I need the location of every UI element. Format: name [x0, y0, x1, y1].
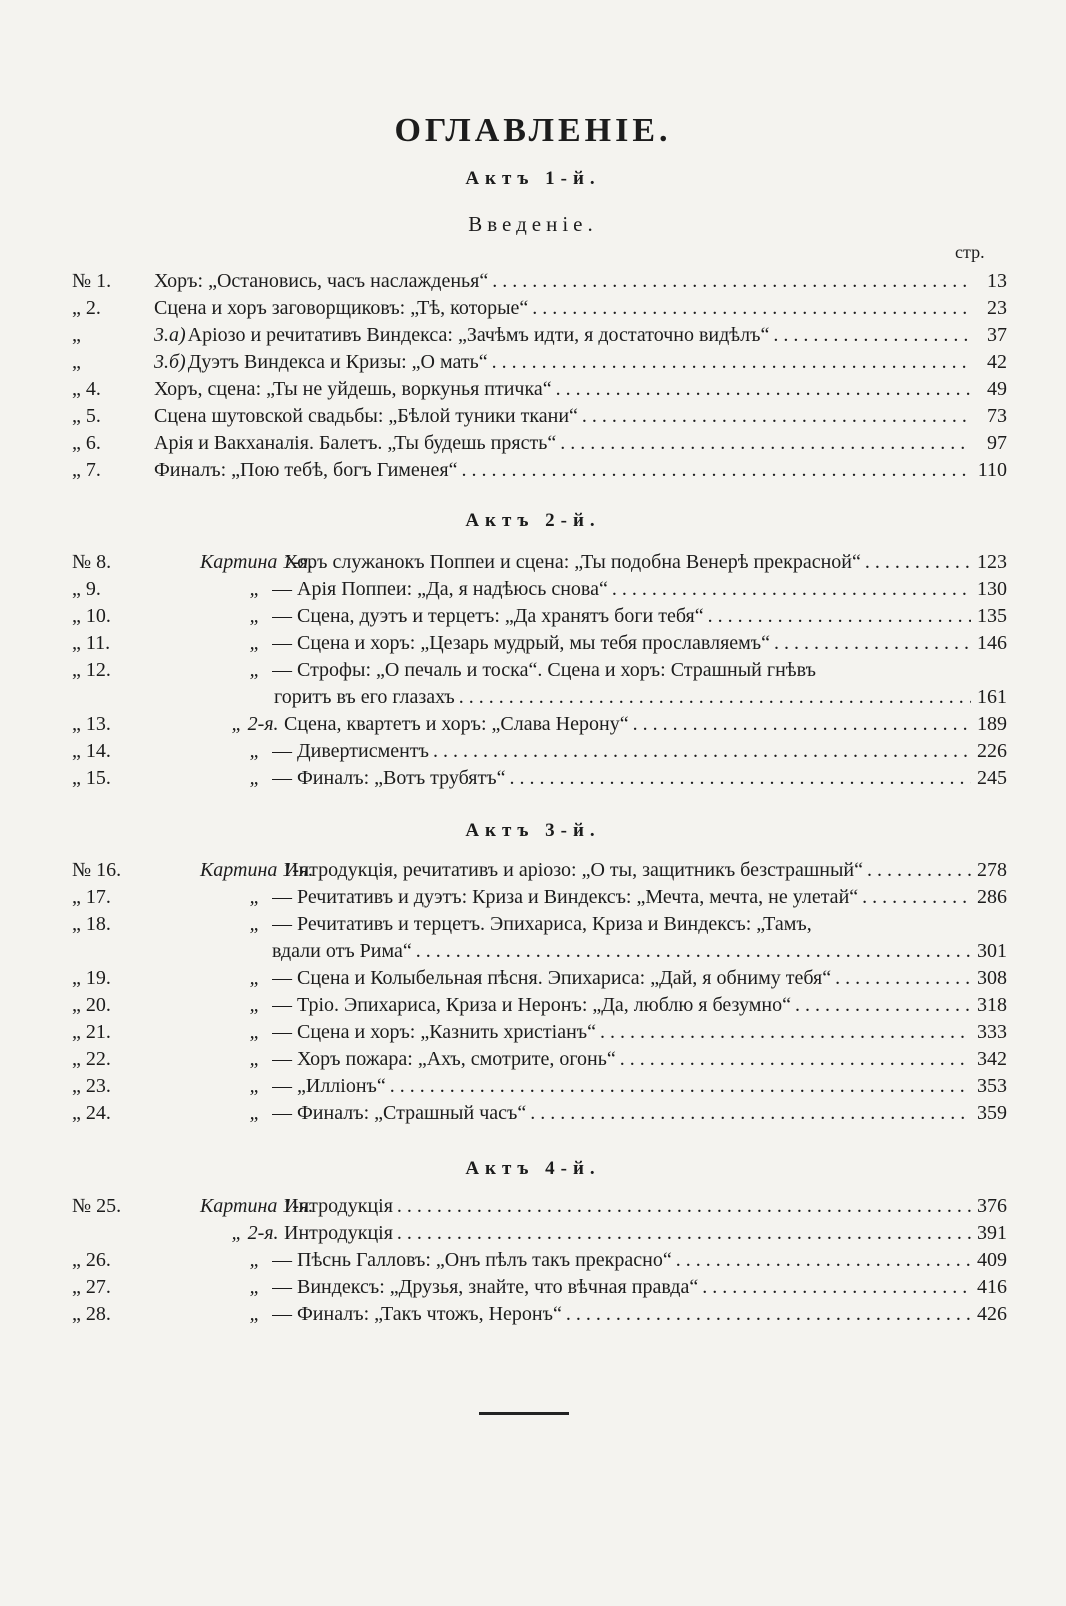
page-number: 318: [977, 994, 1007, 1016]
toc-entry: [272, 884, 1007, 911]
page-number: 123: [977, 551, 1007, 573]
dot-leader: [863, 857, 971, 884]
toc-row: [72, 403, 1007, 430]
toc-entry: [272, 603, 1007, 630]
page-number: 23: [987, 297, 1007, 319]
toc-entry: [272, 938, 1007, 965]
entry-number: „ 6.: [72, 432, 101, 454]
toc-entry: [272, 1046, 1007, 1073]
page-number: 42: [987, 351, 1007, 373]
entry-number: № 8.: [72, 551, 112, 573]
toc-entry: [272, 630, 1007, 657]
toc-entry: [272, 1247, 1007, 1274]
entry-number: „ 13.: [72, 713, 111, 735]
toc-row: [72, 549, 1007, 576]
toc-row: [72, 322, 1007, 349]
entry-number: „ 23.: [72, 1075, 111, 1097]
toc-row: [72, 1046, 1007, 1073]
entry-title: вдали отъ Рима“: [272, 940, 412, 962]
entry-number: „ 17.: [72, 886, 111, 908]
entry-title: Хоръ служанокъ Поппеи и сцена: „Ты подобна Венерѣ прекрасной“: [284, 551, 861, 573]
toc-row: [72, 349, 1007, 376]
toc-row: [72, 1301, 1007, 1328]
toc-entry: [272, 992, 1007, 1019]
page-number: 426: [977, 1303, 1007, 1325]
entry-number: „ 9.: [72, 578, 101, 600]
entry-number: „ 18.: [72, 913, 111, 935]
toc-entry: [284, 1220, 1007, 1247]
scene-label: „: [249, 740, 261, 762]
entry-number: „ 21.: [72, 1021, 111, 1043]
scene-label: Картина 1-я.: [200, 1195, 314, 1217]
page-number: 416: [977, 1276, 1007, 1298]
toc-entry: [284, 1193, 1007, 1220]
scene-label: „: [249, 1102, 261, 1124]
page-number: 333: [977, 1021, 1007, 1043]
page-number: 278: [977, 859, 1007, 881]
scene-label: „: [249, 1075, 261, 1097]
toc-row: [72, 965, 1007, 992]
dot-leader: [616, 1046, 971, 1073]
page-number: 130: [977, 578, 1007, 600]
scene-label: „: [249, 632, 261, 654]
intro-heading: Введенiе.: [468, 212, 598, 236]
scene-label: „: [249, 1249, 261, 1271]
page-number: 97: [987, 432, 1007, 454]
toc-entry: [272, 1274, 1007, 1301]
page-title: ОГЛАВЛЕНIЕ.: [394, 112, 672, 149]
toc-row: [72, 1220, 1007, 1247]
page-number: 135: [977, 605, 1007, 627]
toc-entry: [272, 738, 1007, 765]
entry-number: „ 26.: [72, 1249, 111, 1271]
dot-leader: [562, 1301, 971, 1328]
entry-number: „ 7.: [72, 459, 101, 481]
entry-number: „ 10.: [72, 605, 111, 627]
scene-label: „: [249, 605, 261, 627]
entry-title: — Финалъ: „Такъ чтожъ, Неронъ“: [272, 1303, 562, 1325]
dot-leader: [698, 1274, 971, 1301]
page-column-label: стр.: [955, 242, 985, 262]
toc-entry: [154, 349, 1007, 376]
toc-row: [72, 430, 1007, 457]
page-number: 245: [977, 767, 1007, 789]
page-number: 49: [987, 378, 1007, 400]
toc-row: [72, 711, 1007, 738]
toc-entry: [272, 1073, 1007, 1100]
act-1-heading: Актъ 1-й.: [465, 168, 601, 189]
toc-row: [72, 1073, 1007, 1100]
entry-title: — Строфы: „О печаль и тоска“. Сцена и хоръ: Страшный гнѣвъ: [272, 659, 816, 681]
entry-number: „ 20.: [72, 994, 111, 1016]
scene-label: „: [249, 1276, 261, 1298]
dot-leader: [556, 430, 971, 457]
toc-row: [72, 684, 1007, 711]
entry-title: — Сцена и хоръ: „Казнить христiанъ“: [272, 1021, 597, 1043]
toc-entry: [154, 376, 1007, 403]
dot-leader: [831, 965, 971, 992]
entry-title: Хоръ, сцена: „Ты не уйдешь, воркунья птичка“: [154, 378, 552, 400]
scene-label: „: [249, 659, 261, 681]
toc-entry: [154, 430, 1007, 457]
act-3-heading: Актъ 3-й.: [465, 820, 601, 841]
entry-title: — Виндексъ: „Друзья, знайте, что вѣчная правда“: [272, 1276, 699, 1298]
entry-number: „: [72, 351, 81, 373]
entry-title: Интродукцiя: [284, 1222, 393, 1244]
toc-entry: [284, 549, 1007, 576]
page-number: 286: [977, 886, 1007, 908]
entry-number: „ 24.: [72, 1102, 111, 1124]
dot-leader: [505, 765, 971, 792]
toc-entry: [154, 295, 1007, 322]
entry-title: — Трiо. Эпихариса, Криза и Неронъ: „Да, люблю я безумно“: [272, 994, 791, 1016]
dot-leader: [861, 549, 971, 576]
dot-leader: [488, 349, 971, 376]
toc-row: [72, 1193, 1007, 1220]
entry-title: — Сцена и Колыбельная пѣсня. Эпихариса: „Дай, я обниму тебя“: [272, 967, 832, 989]
entry-number: „ 28.: [72, 1303, 111, 1325]
dot-leader: [488, 268, 971, 295]
toc-entry: [272, 576, 1007, 603]
toc-row: [72, 938, 1007, 965]
dot-leader: [412, 938, 971, 965]
page-number: 409: [977, 1249, 1007, 1271]
toc-row: [72, 738, 1007, 765]
entry-number: „ 12.: [72, 659, 111, 681]
entry-title: Сцена шутовской свадьбы: „Бѣлой туники ткани“: [154, 405, 578, 427]
page-number: 391: [977, 1222, 1007, 1244]
toc-entry: [154, 457, 1007, 484]
entry-number: „ 19.: [72, 967, 111, 989]
toc-row: [72, 992, 1007, 1019]
entry-title: Арiозо и речитативъ Виндекса: „Зачѣмъ идти, я достаточно видѣлъ“: [187, 324, 770, 346]
scene-label: „: [249, 994, 261, 1016]
dot-leader: [858, 884, 971, 911]
entry-title: — Сцена, дуэтъ и терцетъ: „Да хранятъ боги тебя“: [272, 605, 704, 627]
entry-title: — Финалъ: „Вотъ трубятъ“: [272, 767, 506, 789]
entry-title: Хоръ: „Остановись, часъ наслажденья“: [154, 270, 489, 292]
entry-number: „ 5.: [72, 405, 101, 427]
toc-entry: [272, 1100, 1007, 1127]
entry-number: „ 27.: [72, 1276, 111, 1298]
dot-leader: [578, 403, 971, 430]
toc-entry: [272, 965, 1007, 992]
scene-label: „: [249, 913, 261, 935]
scene-label: „: [249, 967, 261, 989]
entry-number: № 1.: [72, 270, 112, 292]
entry-title: Арiя и Вакханалiя. Балетъ. „Ты будешь прясть“: [154, 432, 557, 454]
page-number: 359: [977, 1102, 1007, 1124]
scene-label: Картина 1-я.: [200, 551, 314, 573]
entry-title: — Дивертисментъ: [272, 740, 429, 762]
toc-row: [72, 295, 1007, 322]
dot-leader: [552, 376, 971, 403]
toc-row: [72, 268, 1007, 295]
entry-number: № 25.: [72, 1195, 122, 1217]
act-4-heading: Актъ 4-й.: [465, 1158, 601, 1179]
page-number: 73: [987, 405, 1007, 427]
scene-label: „: [249, 1303, 261, 1325]
act-2-heading: Актъ 2-й.: [465, 510, 601, 531]
entry-title: Сцена и хоръ заговорщиковъ: „Тѣ, которые“: [154, 297, 529, 319]
entry-number: „ 4.: [72, 378, 101, 400]
page-number: 301: [977, 940, 1007, 962]
entry-number: „: [72, 324, 81, 346]
toc-entry: [154, 403, 1007, 430]
page-number: 342: [977, 1048, 1007, 1070]
entry-title: — Хоръ пожара: „Ахъ, смотрите, огонь“: [272, 1048, 616, 1070]
toc-entry: [154, 322, 1007, 349]
entry-subnumber: 3.а): [154, 324, 186, 346]
entry-title: Финалъ: „Пою тебѣ, богъ Гименея“: [154, 459, 458, 481]
divider: [479, 1412, 569, 1415]
toc-entry: [272, 1019, 1007, 1046]
toc-entry: [284, 857, 1007, 884]
dot-leader: [770, 630, 971, 657]
entry-number: „ 15.: [72, 767, 111, 789]
scene-label: „: [249, 1021, 261, 1043]
dot-leader: [526, 1100, 971, 1127]
page-number: 226: [977, 740, 1007, 762]
entry-title: горитъ въ его глазахъ: [274, 686, 455, 708]
toc-row: [72, 857, 1007, 884]
scene-label: „ 2-я.: [231, 713, 279, 735]
entry-title: — Арiя Поппеи: „Да, я надѣюсь снова“: [272, 578, 608, 600]
entry-title: — Финалъ: „Страшный часъ“: [272, 1102, 527, 1124]
dot-leader: [596, 1019, 971, 1046]
scene-label: „: [249, 767, 261, 789]
dot-leader: [393, 1220, 971, 1247]
dot-leader: [457, 457, 971, 484]
entry-title: — Пѣснь Галловъ: „Онъ пѣлъ такъ прекрасно“: [272, 1249, 672, 1271]
page-number: 110: [977, 459, 1007, 481]
toc-row: [72, 1274, 1007, 1301]
scene-label: „: [249, 886, 261, 908]
dot-leader: [429, 738, 971, 765]
entry-subnumber: 3.б): [154, 351, 186, 373]
page-number: 13: [987, 270, 1007, 292]
entry-title: — „Иллiонъ“: [272, 1075, 386, 1097]
toc-row: [72, 1019, 1007, 1046]
dot-leader: [704, 603, 971, 630]
page-number: 146: [977, 632, 1007, 654]
toc-entry: [274, 684, 1007, 711]
dot-leader: [672, 1247, 971, 1274]
entry-title: — Речитативъ и дуэтъ: Криза и Виндексъ: „Мечта, мечта, не улетай“: [272, 886, 859, 908]
dot-leader: [608, 576, 971, 603]
page-number: 376: [977, 1195, 1007, 1217]
toc-entry: [272, 765, 1007, 792]
toc-row: [72, 1100, 1007, 1127]
toc-row: [72, 376, 1007, 403]
entry-title: — Речитативъ и терцетъ. Эпихариса, Криза и Виндексъ: „Тамъ,: [272, 913, 812, 935]
toc-row: [72, 1247, 1007, 1274]
entry-number: № 16.: [72, 859, 122, 881]
scene-label: „: [249, 1048, 261, 1070]
entry-title: Дуэтъ Виндекса и Кризы: „О мать“: [187, 351, 488, 373]
toc-entry: [272, 657, 1007, 684]
scene-label: „ 2-я.: [231, 1222, 279, 1244]
entry-title: Сцена, квартетъ и хоръ: „Слава Нерону“: [284, 713, 629, 735]
entry-title: Интродукцiя: [284, 1195, 393, 1217]
scene-label: Картина 1-я.: [200, 859, 314, 881]
toc-row: [72, 911, 1007, 938]
entry-title: Интродукцiя, речитативъ и арiозо: „О ты, защитникъ безстрашный“: [284, 859, 863, 881]
toc-row: [72, 884, 1007, 911]
toc-row: [72, 457, 1007, 484]
entry-number: „ 2.: [72, 297, 101, 319]
toc-entry: [272, 911, 1007, 938]
page-number: 189: [977, 713, 1007, 735]
scene-label: „: [249, 578, 261, 600]
page-number: 308: [977, 967, 1007, 989]
entry-number: „ 11.: [72, 632, 111, 654]
dot-leader: [769, 322, 971, 349]
dot-leader: [791, 992, 971, 1019]
toc-row: [72, 576, 1007, 603]
toc-entry: [272, 1301, 1007, 1328]
entry-title: — Сцена и хоръ: „Цезарь мудрый, мы тебя прославляемъ“: [272, 632, 771, 654]
toc-row: [72, 765, 1007, 792]
page-number: 37: [987, 324, 1007, 346]
dot-leader: [528, 295, 971, 322]
dot-leader: [386, 1073, 971, 1100]
page-number: 161: [977, 686, 1007, 708]
toc-row: [72, 630, 1007, 657]
page-number: 353: [977, 1075, 1007, 1097]
toc-entry: [154, 268, 1007, 295]
entry-number: „ 14.: [72, 740, 111, 762]
dot-leader: [629, 711, 971, 738]
dot-leader: [455, 684, 971, 711]
toc-row: [72, 657, 1007, 684]
dot-leader: [393, 1193, 971, 1220]
toc-entry: [284, 711, 1007, 738]
entry-number: „ 22.: [72, 1048, 111, 1070]
toc-row: [72, 603, 1007, 630]
